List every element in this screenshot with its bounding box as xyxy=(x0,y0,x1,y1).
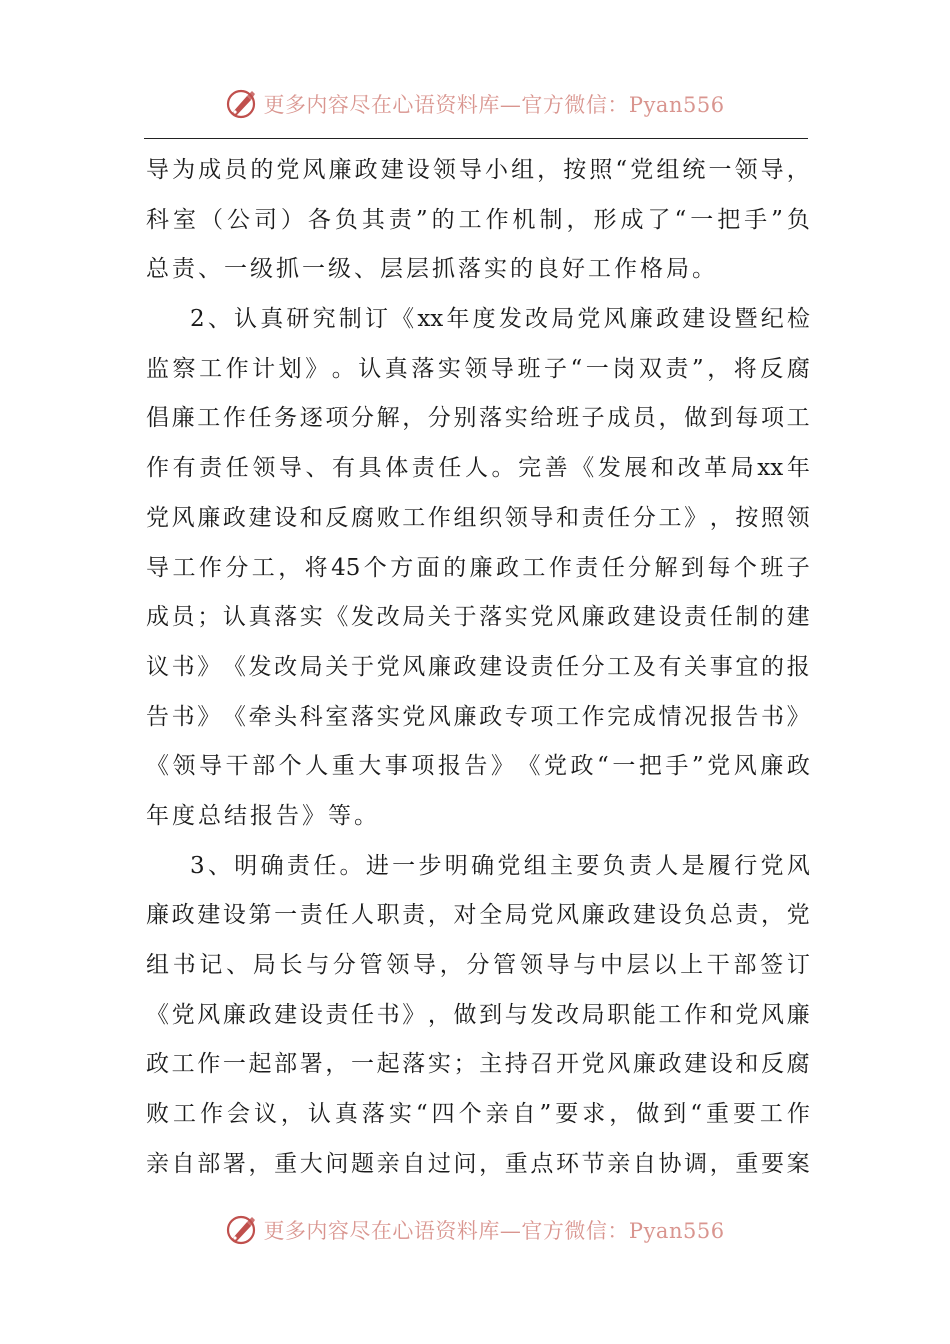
body-line: 导 工 作 分 工 ， 将 45 个 方 面 的 廉 政 工 作 责 任 分 解 到 每 个 班 子 xyxy=(146,554,810,581)
body-line: 亲 自 部 署 ， 重 大 问 题 亲 自 过 问 ， 重 点 环 节 亲 自 协 调 ， 重 要 案 xyxy=(146,1150,810,1177)
body-line: 告 书 》 《 牵 头 科 室 落 实 党 风 廉 政 专 项 工 作 完 成 情 况 报 告 书 》 xyxy=(146,703,810,730)
body-line: 组 书 记 、 局 长 与 分 管 领 导 ， 分 管 领 导 与 中 层 以 上 干 部 签 订 xyxy=(146,952,810,978)
body-line: 议 书 》 《 发 改 局 关 于 党 风 廉 政 建 设 责 任 分 工 及 有 关 事 宜 的 报 xyxy=(146,653,810,680)
body-line: 败 工 作 会 议 ， 认 真 落 实 “ 四 个 亲 自 ” 要 求 ， 做 到 “ 重 要 工 作 xyxy=(146,1101,810,1128)
body-line: 监 察 工 作 计 划 》 。 认 真 落 实 领 导 班 子 “ 一 岗 双 责 ” ， 将 反 腐 xyxy=(146,355,810,382)
body-line: 科 室 （ 公 司 ） 各 负 其 责 ” 的 工 作 机 制 ， 形 成 了 “ 一 把 手 ” 负 xyxy=(146,206,810,233)
body-line: 成 员 ； 认 真 落 实 《 发 改 局 关 于 落 实 党 风 廉 政 建 设 责 任 制 的 建 xyxy=(146,604,810,631)
body-line: 总责、一级抓一级、层层抓落实的良好工作格局。 xyxy=(146,256,718,283)
header-divider xyxy=(144,138,808,139)
body-line: 2 、 认 真 研 究 制 订 《 xx 年 度 发 改 局 党 风 廉 政 建 设 暨 纪 检 xyxy=(190,306,810,333)
pen-nib-logo-icon xyxy=(225,1213,259,1247)
body-line: 《 党 风 廉 政 建 设 责 任 书 》 ， 做 到 与 发 改 局 职 能 工 作 和 党 风 廉 xyxy=(146,1001,810,1028)
document-body xyxy=(146,146,810,1189)
body-line: 导 为 成 员 的 党 风 廉 政 建 设 领 导 小 组 ， 按 照 “ 党 组 统 一 领 导 ， xyxy=(146,157,810,183)
header-banner xyxy=(0,84,950,124)
body-line: 《 领 导 干 部 个 人 重 大 事 项 报 告 》 《 党 政 “ 一 把 手 ” 党 风 廉 政 xyxy=(146,753,810,780)
body-line: 倡 廉 工 作 任 务 逐 项 分 解 ， 分 别 落 实 给 班 子 成 员 ， 做 到 每 项 工 xyxy=(146,405,810,432)
header-banner-text: 更多内容尽在心语资料库—官方微信：Pyan556 xyxy=(263,93,725,117)
body-line: 政 工 作 一 起 部 署 ， 一 起 落 实 ； 主 持 召 开 党 风 廉 政 建 设 和 反 腐 xyxy=(146,1051,810,1078)
footer-banner-text: 更多内容尽在心语资料库—官方微信：Pyan556 xyxy=(263,1219,725,1243)
body-line: 廉 政 建 设 第 一 责 任 人 职 责 ， 对 全 局 党 风 廉 政 建 设 负 总 责 ， 党 xyxy=(146,902,810,929)
pen-nib-logo-icon xyxy=(225,87,259,121)
footer-banner xyxy=(0,1210,950,1250)
body-line: 3 、 明 确 责 任 。 进 一 步 明 确 党 组 主 要 负 责 人 是 履 行 党 风 xyxy=(190,852,810,879)
body-line: 年度总结报告》等。 xyxy=(146,802,380,829)
body-line: 党 风 廉 政 建 设 和 反 腐 败 工 作 组 织 领 导 和 责 任 分 工 》 ， 按 照 领 xyxy=(146,504,810,531)
body-line: 作 有 责 任 领 导 、 有 具 体 责 任 人 。 完 善 《 发 展 和 改 革 局 xx 年 xyxy=(146,455,810,482)
